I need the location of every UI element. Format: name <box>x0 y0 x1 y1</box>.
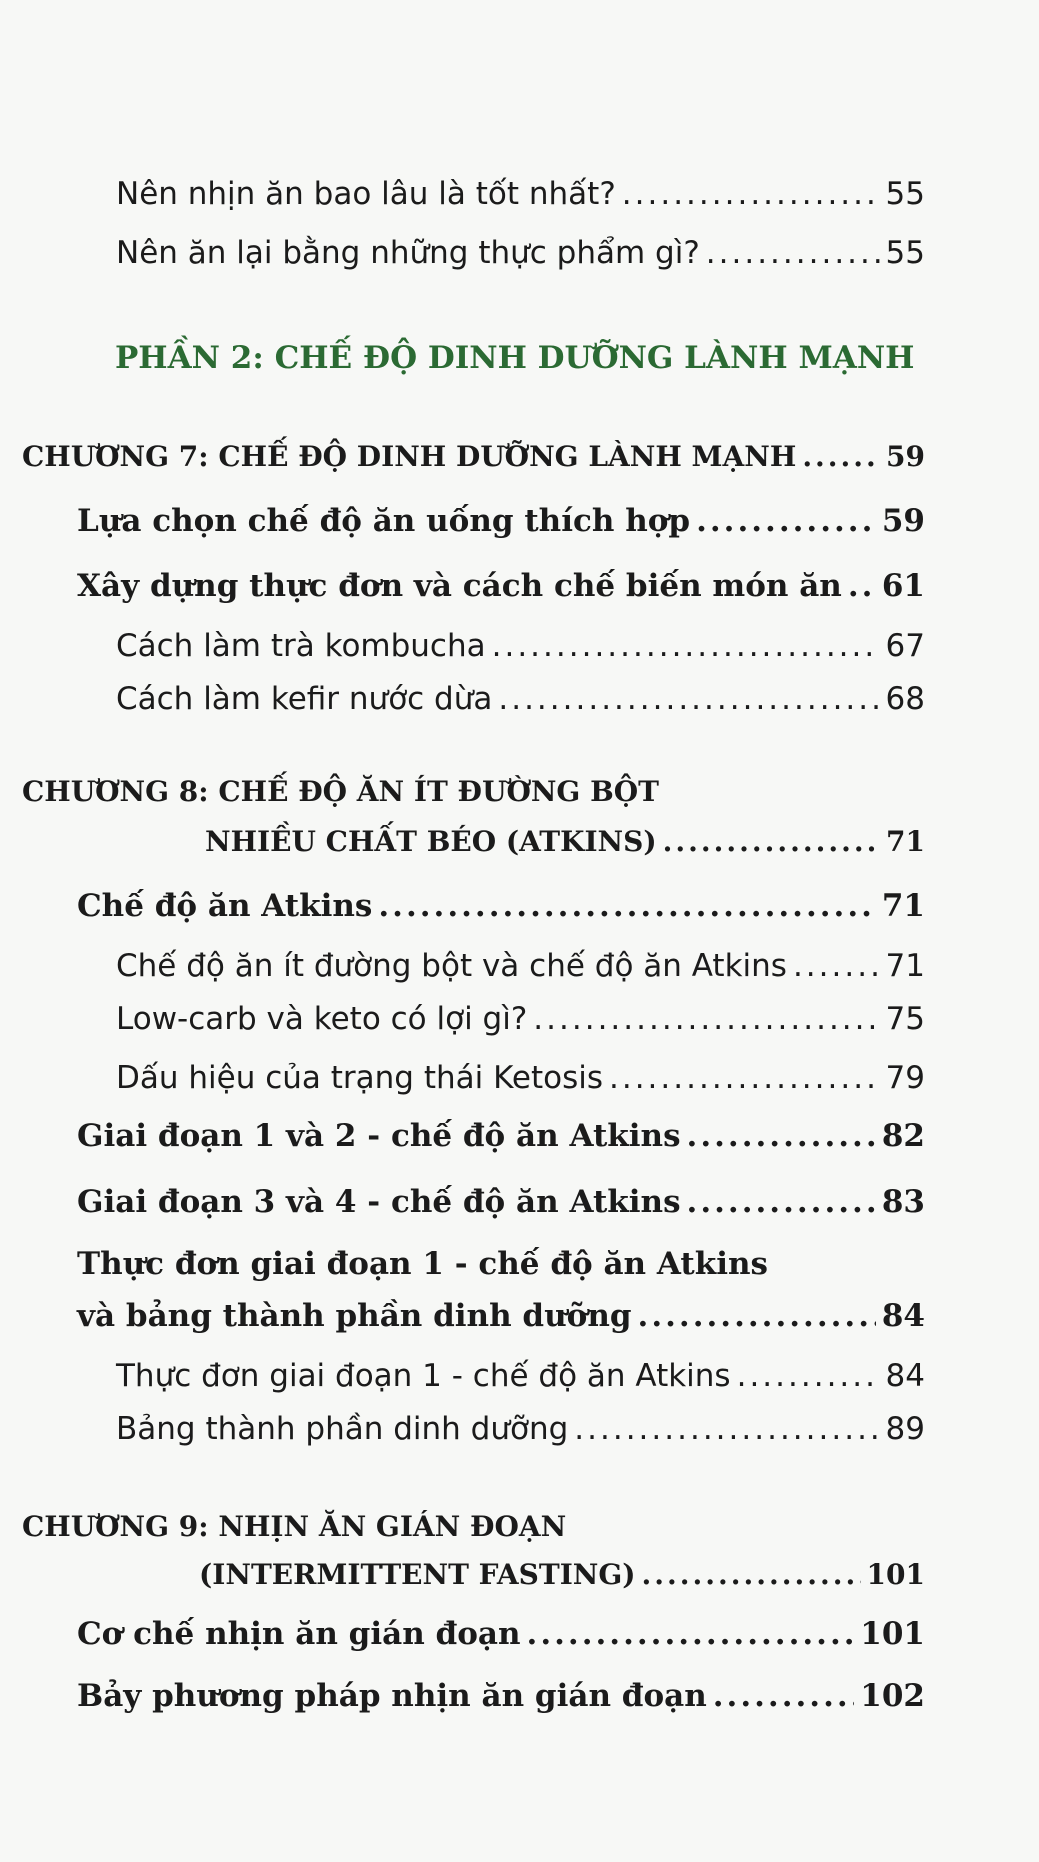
subsection-entry <box>116 1411 925 1447</box>
chapter-title: CHƯƠNG 7: CHẾ ĐỘ DINH DƯỠNG LÀNH MẠNH <box>22 440 797 473</box>
subsection-title: Low-carb và keto có lợi gì? <box>116 1001 528 1037</box>
dot-leader <box>533 1001 879 1037</box>
dot-leader <box>802 440 880 473</box>
subsection-title: Cách làm trà kombucha <box>116 628 486 664</box>
section-page-number: 83 <box>881 1184 925 1220</box>
dot-leader <box>713 1678 855 1714</box>
toc-entry <box>116 235 925 271</box>
subsection-title: Chế độ ăn ít đường bột và chế độ ăn Atkins <box>116 948 787 984</box>
dot-leader <box>527 1616 855 1652</box>
subsection-page-number: 89 <box>885 1411 925 1447</box>
section-page-number: 102 <box>860 1678 925 1714</box>
section-entry <box>77 1184 925 1220</box>
dot-leader <box>638 1298 876 1334</box>
dot-leader <box>687 1118 876 1154</box>
subsection-entry <box>116 628 925 664</box>
subsection-title: Dấu hiệu của trạng thái Ketosis <box>116 1060 603 1096</box>
entry-title: Nên nhịn ăn bao lâu là tốt nhất? <box>116 176 616 212</box>
subsection-page-number: 84 <box>885 1358 925 1394</box>
dot-leader <box>609 1060 880 1096</box>
section-title: Giai đoạn 1 và 2 - chế độ ăn Atkins <box>77 1118 681 1154</box>
section-entry <box>77 1616 925 1652</box>
subsection-entry <box>116 1001 925 1037</box>
subsection-page-number: 68 <box>885 681 925 717</box>
section-title-line: Thực đơn giai đoạn 1 - chế độ ăn Atkins <box>77 1246 768 1282</box>
section-title: Lựa chọn chế độ ăn uống thích hợp <box>77 503 691 539</box>
section-entry <box>77 503 925 539</box>
chapter-entry <box>199 1558 925 1591</box>
section-entry <box>77 1678 925 1714</box>
section-title: Cơ chế nhịn ăn gián đoạn <box>77 1616 521 1652</box>
dot-leader <box>793 948 880 984</box>
section-title: Xây dựng thực đơn và cách chế biến món ăn <box>77 568 842 604</box>
section-page-number: 59 <box>881 503 925 539</box>
section-entry <box>77 1298 925 1334</box>
subsection-page-number: 67 <box>885 628 925 664</box>
chapter-page-number: 71 <box>886 825 925 858</box>
section-page-number: 82 <box>881 1118 925 1154</box>
section-page-number: 61 <box>881 568 925 604</box>
entry-page-number: 55 <box>885 176 925 212</box>
dot-leader <box>378 888 875 924</box>
section-page-number: 84 <box>881 1298 925 1334</box>
chapter-page-number: 101 <box>866 1558 925 1591</box>
subsection-entry <box>116 1060 925 1096</box>
section-title: Chế độ ăn Atkins <box>77 888 373 924</box>
chapter-title-line: CHƯƠNG 9: NHỊN ĂN GIÁN ĐOẠN <box>22 1510 567 1543</box>
section-entry <box>77 888 925 924</box>
dot-leader <box>848 568 876 604</box>
toc-entry <box>116 176 925 212</box>
dot-leader <box>696 503 876 539</box>
section-title: Giai đoạn 3 và 4 - chế độ ăn Atkins <box>77 1184 681 1220</box>
section-page-number: 71 <box>881 888 925 924</box>
dot-leader <box>687 1184 876 1220</box>
dot-leader <box>498 681 879 717</box>
chapter-entry <box>205 825 925 858</box>
dot-leader <box>492 628 880 664</box>
dot-leader <box>574 1411 879 1447</box>
dot-leader <box>706 235 880 271</box>
dot-leader <box>737 1358 880 1394</box>
section-entry <box>77 568 925 604</box>
chapter-title: (INTERMITTENT FASTING) <box>199 1558 636 1591</box>
section-entry <box>77 1118 925 1154</box>
part-heading: PHẦN 2: CHẾ ĐỘ DINH DƯỠNG LÀNH MẠNH <box>115 340 915 376</box>
subsection-page-number: 79 <box>885 1060 925 1096</box>
dot-leader <box>642 1558 861 1591</box>
chapter-entry <box>22 440 925 473</box>
chapter-title: NHIỀU CHẤT BÉO (ATKINS) <box>205 825 657 858</box>
subsection-entry <box>116 948 925 984</box>
subsection-entry <box>116 681 925 717</box>
subsection-entry <box>116 1358 925 1394</box>
dot-leader <box>663 825 880 858</box>
subsection-title: Bảng thành phần dinh dưỡng <box>116 1411 569 1447</box>
section-title: Bảy phương pháp nhịn ăn gián đoạn <box>77 1678 707 1714</box>
subsection-title: Cách làm kefir nước dừa <box>116 681 493 717</box>
chapter-page-number: 59 <box>886 440 925 473</box>
chapter-title-line: CHƯƠNG 8: CHẾ ĐỘ ĂN ÍT ĐƯỜNG BỘT <box>22 775 659 808</box>
section-title: và bảng thành phần dinh dưỡng <box>77 1298 632 1334</box>
entry-page-number: 55 <box>885 235 925 271</box>
subsection-title: Thực đơn giai đoạn 1 - chế độ ăn Atkins <box>116 1358 731 1394</box>
section-page-number: 101 <box>860 1616 925 1652</box>
entry-title: Nên ăn lại bằng những thực phẩm gì? <box>116 235 700 271</box>
dot-leader <box>622 176 880 212</box>
subsection-page-number: 71 <box>885 948 925 984</box>
subsection-page-number: 75 <box>885 1001 925 1037</box>
